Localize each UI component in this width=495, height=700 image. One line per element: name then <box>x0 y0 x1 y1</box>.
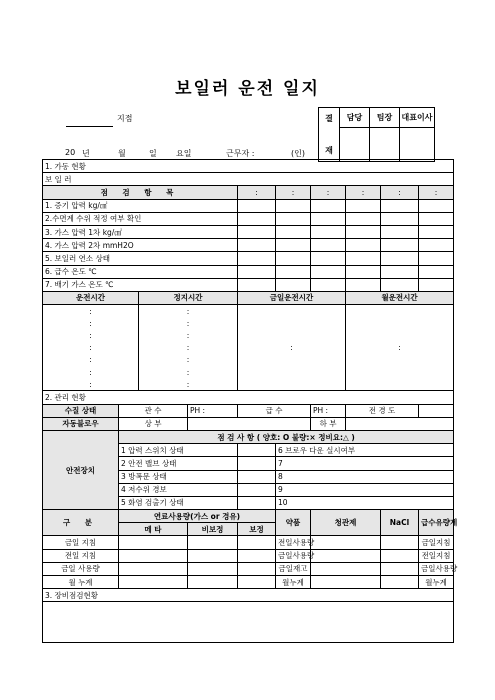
branch-name-line[interactable] <box>66 126 113 127</box>
approval-sign-ceo[interactable] <box>400 128 435 162</box>
fuel-row: 금일 사용량 금일재고 금일사용량 <box>43 562 454 575</box>
section-1-title: 1. 가동 현황 <box>43 160 454 173</box>
section-3-title: 3. 장비점검현황 <box>43 589 454 602</box>
check-row: 7. 배기 가스 온도 ℃ <box>43 278 454 291</box>
operation-row: : : <box>43 378 454 391</box>
year-label: 년 <box>82 149 90 158</box>
section-2-title: 2. 관리 현황 <box>43 391 454 404</box>
safety-row: 2 안전 밸브 상태 7 <box>43 457 454 470</box>
log-table <box>42 159 458 643</box>
worker-label: 근무자 : <box>226 149 255 158</box>
approval-ceo: 대표이사 <box>400 108 435 128</box>
check-row: 2.수면계 수위 적정 여부 확인 <box>43 212 454 225</box>
month-label: 월 <box>118 149 126 158</box>
operation-header-row: 운전시간 정지시간 금일운전시간 월운전시간 <box>43 291 454 304</box>
approval-sign-manager[interactable] <box>370 128 400 162</box>
year-prefix: 20 <box>65 148 76 157</box>
check-row: 4. 가스 압력 2차 mmH2O <box>43 239 454 252</box>
weekday-label: 요일 <box>176 149 192 158</box>
operation-row: : : <box>43 366 454 378</box>
equipment-check-area[interactable] <box>43 602 454 643</box>
water-quality-row: 수질 상태 관 수 PH : 급 수 PH : 전 경 도 <box>43 404 454 417</box>
check-row: 5. 보일러 연소 상태 <box>43 252 454 265</box>
branch-label: 지점 <box>117 114 133 123</box>
operation-row: : : : : <box>43 305 454 318</box>
safety-row: 3 방폭문 상태 8 <box>43 470 454 483</box>
page-title: 보일러 운전 일지 <box>175 79 320 99</box>
operation-row: : : <box>43 317 454 329</box>
fuel-row: 월 누계 월누계 월누계 <box>43 576 454 589</box>
operation-row: : : <box>43 354 454 366</box>
safety-row: 5 화염 검출기 상태 10 <box>43 496 454 509</box>
month-run-time[interactable]: : <box>346 305 454 391</box>
fuel-row: 전일 지침 금일사용량 전일지침 <box>43 549 454 562</box>
approval-staff: 담당 <box>340 108 370 128</box>
approval-manager: 팀장 <box>370 108 400 128</box>
safety-row: 4 저수위 경보 9 <box>43 483 454 496</box>
fuel-row: 금일 지침 전일사용량 금일지침 <box>43 536 454 549</box>
day-label: 일 <box>149 149 157 158</box>
check-row: 3. 가스 압력 1차 kg/㎠ <box>43 225 454 238</box>
today-run-time[interactable]: : <box>238 305 346 391</box>
safety-label: 안전장치 <box>43 430 119 509</box>
seal-label: (인) <box>291 149 305 158</box>
check-row: 1. 증기 압력 kg/㎠ <box>43 199 454 212</box>
approval-sign-staff[interactable] <box>340 128 370 162</box>
approval-box <box>318 107 435 162</box>
approval-label: 결 재 <box>319 108 340 162</box>
boiler-label: 보 일 러 <box>43 173 454 186</box>
auto-blow-row: 자동블로우 상 부 하 부 <box>43 417 454 430</box>
fuel-header-row: 구 분 연료사용량(가스 or 경유) 약품 청관제 NaCl 급수유량계 <box>43 510 454 523</box>
operation-row: : : <box>43 342 454 354</box>
fuel-subheader-row: 메 타 비보정 보정 <box>43 523 454 536</box>
check-row: 6. 급수 온도 ℃ <box>43 265 454 278</box>
check-header-row: 점 검 항 목 : : : : : : <box>43 186 454 199</box>
operation-row: : : <box>43 329 454 341</box>
safety-header-row: 안전장치 점 검 사 항 ( 양호: O 불량:× 정비요:△ ) <box>43 430 454 443</box>
safety-row: 1 압력 스위치 상태 6 브로우 다운 실시여부 <box>43 444 454 457</box>
